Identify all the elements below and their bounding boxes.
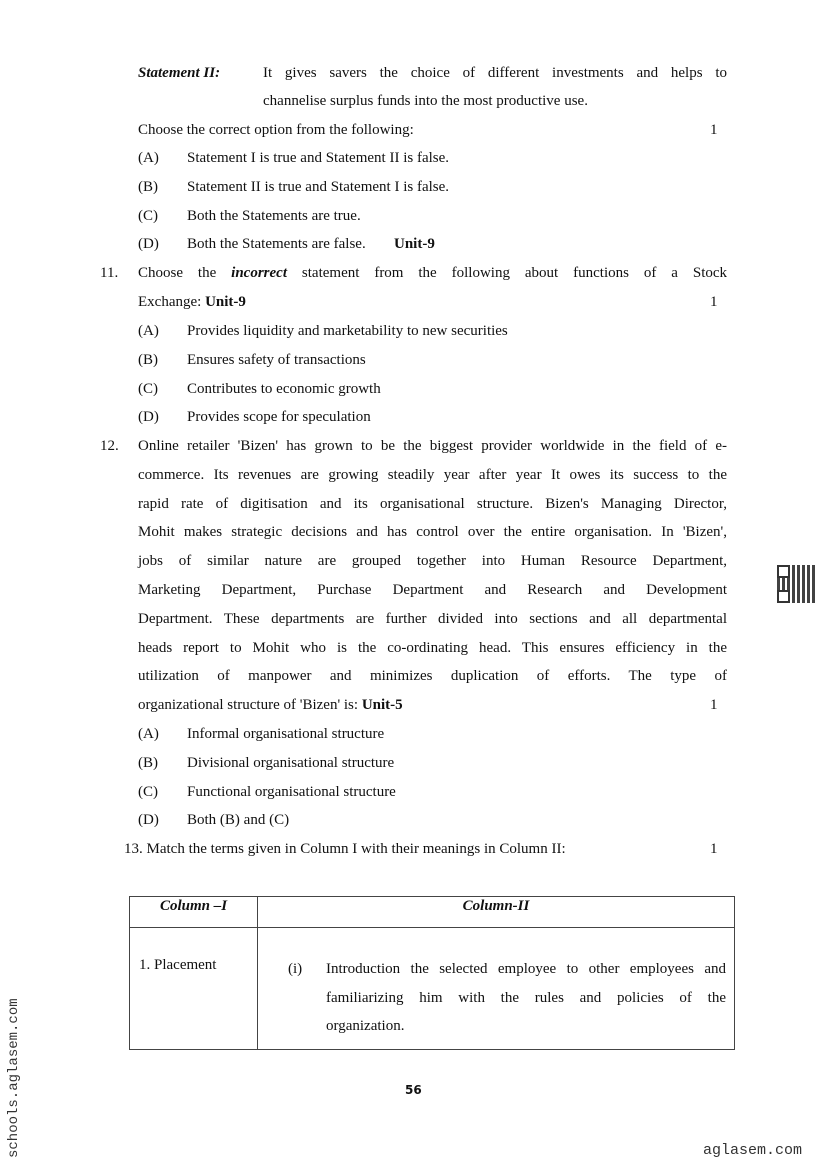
question-text: rapid rate of digitisation and its organisational structure. Bizen's Managing Director,: [138, 495, 727, 512]
option-text: Statement I is true and Statement II is false.: [187, 150, 450, 166]
option-key: (B): [138, 754, 158, 771]
question-text: commerce. Its revenues are growing steadily year after year It owes its success to the: [138, 466, 727, 483]
item-key: (i): [288, 961, 303, 977]
marks: 1: [710, 122, 718, 138]
question-text: [138, 292, 246, 312]
option-key: (D): [138, 812, 159, 829]
option-key: (A): [138, 726, 159, 742]
option-key: (C): [138, 783, 158, 800]
table-cell: 1. Placement: [130, 928, 258, 1050]
side-watermark: schools.aglasem.com: [6, 998, 22, 1158]
qr-code-icon: [777, 565, 815, 603]
question-text: heads report to Mohit who is the co-ordinating head. This ensures efficiency in the: [138, 639, 727, 656]
option-text: Both the Statements are true.: [187, 207, 361, 224]
option-key: (C): [138, 380, 158, 397]
option-text: Contributes to economic growth: [187, 380, 381, 397]
option-text: Statement II is true and Statement I is false.: [187, 178, 450, 195]
question-text: 13. Match the terms given in Column I with their meanings in Column II:: [124, 841, 566, 857]
column-header: Column –I: [130, 897, 258, 928]
unit-tag: Unit-5: [361, 697, 403, 713]
item-text: organization.: [326, 1018, 405, 1034]
text: Choose the: [138, 265, 217, 281]
option-text: Ensures safety of transactions: [187, 351, 366, 368]
item-text: Introduction the selected employee to other employees and: [326, 961, 726, 977]
statement-label: Statement II:: [138, 65, 221, 81]
item-text: familiarizing him with the rules and policies of the: [326, 989, 726, 1006]
column-header: Column-II: [258, 897, 735, 928]
question-prompt: Choose the correct option from the following:: [138, 122, 414, 138]
option-key: (B): [138, 351, 158, 368]
match-table: [129, 896, 735, 1050]
option-text: Functional organisational structure: [187, 783, 396, 800]
question-number: 11.: [100, 265, 119, 281]
marks: 1: [710, 697, 718, 713]
question-text: Mohit makes strategic decisions and has control over the entire organisation. In 'Bizen',: [138, 524, 727, 541]
question-text: Online retailer 'Bizen' has grown to be the biggest provider worldwide in the field of e-: [138, 438, 727, 454]
question-number: 12.: [100, 438, 119, 454]
option-key: (D): [138, 236, 159, 253]
footer-site: aglasem.com: [703, 1142, 803, 1159]
marks: 1: [710, 841, 718, 857]
option-text: Provides liquidity and marketability to new securities: [187, 323, 508, 339]
marks: 1: [710, 294, 718, 310]
option-text: Provides scope for speculation: [187, 409, 371, 426]
question-text: [138, 695, 403, 715]
unit-tag: Unit-9: [205, 294, 246, 310]
option-text: Both (B) and (C): [187, 812, 290, 829]
statement-text: It gives savers the choice of different investments and helps to: [263, 65, 727, 81]
statement-text: channelise surplus funds into the most productive use.: [263, 93, 588, 109]
text: organizational structure of 'Bizen' is:: [138, 697, 359, 713]
question-text: jobs of similar nature are grouped together into Human Resource Department,: [138, 553, 727, 570]
option-text: Divisional organisational structure: [187, 754, 395, 771]
question-text: Marketing Department, Purchase Department and Research and Development: [138, 582, 727, 598]
text: Exchange:: [138, 294, 202, 310]
option-text: Informal organisational structure: [187, 726, 385, 742]
option-key: (D): [138, 409, 159, 426]
question-text: Department. These departments are further divided into sections and all departmental: [138, 610, 727, 627]
question-text: [138, 263, 727, 283]
option-key: (B): [138, 178, 158, 195]
option-key: (A): [138, 323, 159, 339]
table-cell: [258, 928, 735, 1050]
text: statement from the following about functions of a Stock: [301, 265, 728, 281]
question-text: utilization of manpower and minimizes duplication of efforts. The type of: [138, 668, 727, 685]
unit-tag: Unit-9: [394, 236, 435, 253]
option-key: (C): [138, 207, 158, 224]
option-key: (A): [138, 150, 159, 166]
page-number: 56: [405, 1083, 422, 1097]
emphasis: incorrect: [231, 265, 287, 281]
option-text: Both the Statements are false.: [187, 236, 366, 253]
